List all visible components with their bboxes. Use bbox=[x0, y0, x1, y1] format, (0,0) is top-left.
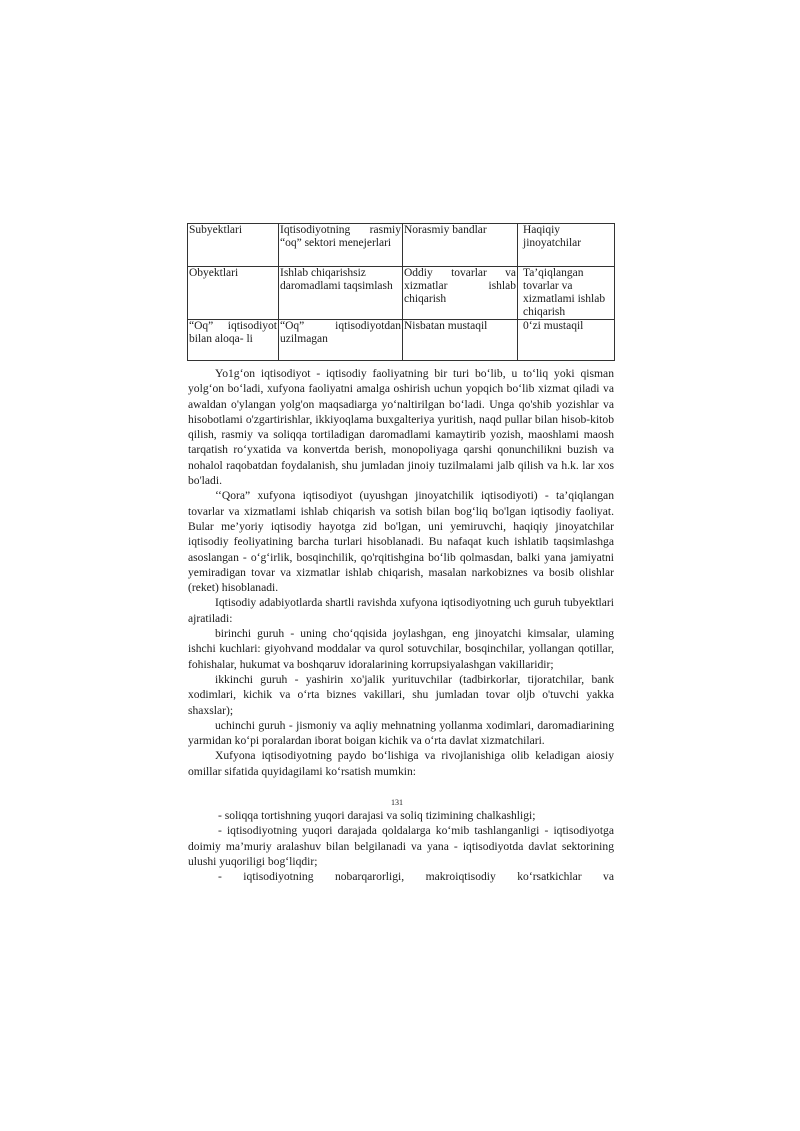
comparison-table bbox=[187, 223, 615, 361]
list-item: - iqtisodiyotning yuqori darajada qoldalarga ko‘mib tashlanganligi - iqtisodiyotga doimiy ma’muriy aralashuv bilan belgilanadi va yana - iqtisodiyotda davlat sektorining ulushi yuqoriligi bog‘liqdir; bbox=[188, 824, 614, 868]
table-cell: Norasmiy bandlar bbox=[403, 224, 518, 267]
table-cell: “Oq” iqtisodiyotdan uzilmagan bbox=[279, 320, 403, 361]
paragraph: Xufyona iqtisodiyotning paydo bo‘lishiga va rivojlanishiga olib keladigan aiosiy omillar sifatida quyidagilami ko‘rsatish mumkin: bbox=[188, 749, 614, 778]
table-cell: Subyektlari bbox=[188, 224, 279, 267]
table-cell: Oddiy tovarlar va xizmatlar ishlab chiqarish bbox=[403, 267, 518, 320]
table-cell: Ishlab chiqarishsiz daromadlami taqsimlash bbox=[279, 267, 403, 320]
list-item: - soliqqa tortishning yuqori darajasi va soliq tizimining chalkashligi; bbox=[218, 809, 536, 822]
paragraph: Yo1g‘on iqtisodiyot - iqtisodiy faoliyatning bir turi bo‘lib, u to‘liq yoki qisman yolg‘on bo‘ladi, xufyona faoliyatni amalga oshirish uchun yopqich bo‘lib xizmat qiladi va awaldan o'ylangan yolg'on maqsadiarga yo‘naltirilgan bo‘ladi. Unga qo'shib yozishlar va hisobotlami o'zgartirishlar, ikkiyoqlama buxgalteriya yuritish, naqd pullar bilan hisob-kitob qilish, rasmiy va soliqqa tortiladigan daromadlami kamaytirib yozish, maoshlami maosh tarqatish ro‘yxatida va konvertda berish, monopoliyaga qarshi qonunchilikni buzish va nohalol raqobatdan foydalanish, shu jumladan jinoiy tuzilmalami jalb qilish va h.k. lar xos bo'ladi. bbox=[188, 367, 614, 488]
paragraph: Iqtisodiy adabiyotlarda shartli ravishda xufyona iqtisodiyotning uch guruh tubyektlari ajratiladi: bbox=[188, 596, 614, 625]
table-cell: 0‘zi mustaqil bbox=[518, 320, 615, 361]
page-number: 131 bbox=[391, 798, 403, 807]
body-text bbox=[188, 366, 614, 779]
factor-list bbox=[188, 808, 614, 884]
table-cell: “Oq” iqtisodiyot bilan aloqa- li bbox=[188, 320, 279, 361]
paragraph: ikkinchi guruh - yashirin xo'jalik yurituvchilar (tadbirkorlar, tijoratchilar, bank xodimlari, kichik va o‘rta biznes vakillari, shu jumladan tovar oljb o'tuvchi yakka shaxslar); bbox=[188, 672, 614, 717]
table-row bbox=[188, 224, 615, 267]
table-row bbox=[188, 320, 615, 361]
table-cell: Haqiqiy jinoyatchilar bbox=[518, 224, 615, 267]
paragraph: ‘‘Qora” xufyona iqtisodiyot (uyushgan jinoyatchilik iqtisodiyoti) - ta’qiqlangan tovarlar va xizmatlami ishlab chiqarish va sotish bilan bog‘liq bo'lgan iqtisodiy faoliyat. Bular me’yoriy iqtisodiy hayotga zid bo'lgan, uni yemiruvchi, haqiqiy jinoyatchilar iqtisodiy feoliyatining barcha turlari hisoblanadi. Bu nafaqat kuch ishlatib taqsimlashga asoslangan - o‘g‘irlik, bosqinchilik, qo'rqitishgina bo‘lib qolmasdan, balki yana jamiyatni yemiradigan tovar va xizmatlar ishlab chiqarish, masalan narkobiznes va bosib olishlar (reket) hisoblanadi. bbox=[188, 489, 614, 595]
table-cell: Obyektlari bbox=[188, 267, 279, 320]
table-cell: Nisbatan mustaqil bbox=[403, 320, 518, 361]
paragraph: uchinchi guruh - jismoniy va aqliy mehnatning yollanma xodimlari, daromadiarining yarmidan ko‘pi poralardan iborat boigan kichik va o‘rta davlat xizmatchilari. bbox=[188, 718, 614, 748]
paragraph: birinchi guruh - uning cho‘qqisida joylashgan, eng jinoyatchi kimsalar, ulaming ishchi kuchlari: giyohvand moddalar va qurol sotuvchilar, bosqinchilar, yollangan qotillar, fohishalar, hukumat va boshqaruv idoralarining korrupsiyalashgan vakillaridir; bbox=[188, 627, 614, 671]
table-row bbox=[188, 267, 615, 320]
list-item: - iqtisodiyotning nobarqarorligi, makroiqtisodiy ko‘rsatkichlar va bbox=[218, 870, 614, 884]
table-cell: Iqtisodiyotning rasmiy “oq” sektori menejerlari bbox=[279, 224, 403, 267]
table-cell: Ta’qiqlangan tovarlar va xizmatlami ishlab chiqarish bbox=[518, 267, 615, 320]
